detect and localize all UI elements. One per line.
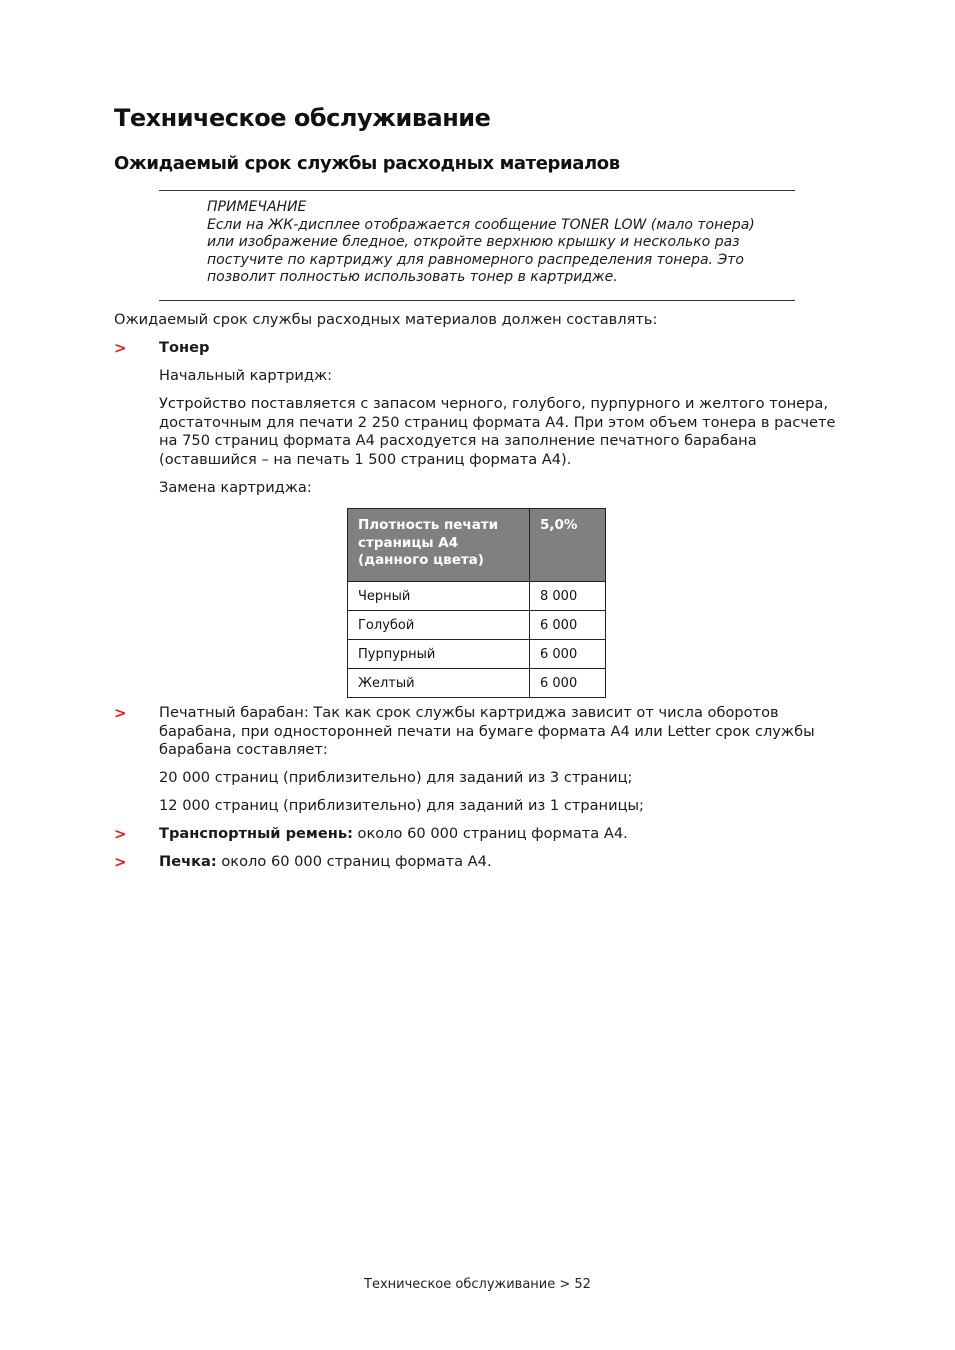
table-cell-color: Черный [348,582,530,611]
bullet-arrow-icon: > [114,825,127,843]
table-cell-pages: 8 000 [530,582,606,611]
toner-yield-table [347,508,606,698]
text-line: барабана, при односторонней печати на бумаге формата A4 или Letter срок службы [159,722,815,740]
note-top-rule [159,190,795,191]
drum-3-pages: 20 000 страниц (приблизительно) для заданий из 3 страниц; [159,769,633,786]
table-cell-pages: 6 000 [530,640,606,669]
bullet-arrow-icon: > [114,339,127,357]
page-footer: Техническое обслуживание > 52 [364,1277,591,1292]
toner-heading [159,339,209,358]
fuser-text: около 60 000 страниц формата A4. [216,853,492,870]
text-line: достаточным для печати 2 250 страниц формата A4. При этом объем тонера в расчете [159,413,836,431]
note-bottom-rule [159,300,795,301]
intro-paragraph: Ожидаемый срок службы расходных материалов должен составлять: [114,311,658,328]
toner-title: Тонер [159,339,210,356]
bullet-arrow-icon: > [114,853,127,871]
bullet-arrow-icon: > [114,704,127,722]
text-line: Устройство поставляется с запасом черного, голубого, пурпурного и желтого тонера, [159,395,829,412]
table-header-density: Плотность печати страницы A4 (данного цвета) [348,509,530,582]
text-line: (оставшийся – на печать 1 500 страниц формата A4). [159,450,572,468]
fuser-label: Печка: [159,853,217,870]
section-title: Ожидаемый срок службы расходных материалов [114,153,620,174]
text-line: барабана составляет: [159,741,328,759]
replacement-label: Замена картриджа: [159,479,312,496]
table-cell-color: Желтый [348,669,530,698]
fuser-paragraph [159,853,492,872]
initial-cartridge-label: Начальный картридж: [159,367,333,384]
note-box [207,199,787,287]
table-cell-color: Пурпурный [348,640,530,669]
page-title: Техническое обслуживание [114,104,491,132]
text-line: Печатный барабан: Так как срок службы картриджа зависит от числа оборотов [159,704,779,721]
table-cell-pages: 6 000 [530,669,606,698]
initial-cartridge-text [159,395,849,469]
drum-paragraph [159,704,849,760]
table-header-row [348,509,606,582]
table-row [348,611,606,640]
table-cell-color: Голубой [348,611,530,640]
drum-1-page: 12 000 страниц (приблизительно) для заданий из 1 страницы; [159,797,644,814]
table-cell-pages: 6 000 [530,611,606,640]
note-label: ПРИМЕЧАНИЕ [207,199,307,215]
table-header-percent: 5,0% [530,509,606,582]
note-line: постучите по картриджу для равномерного распределения тонера. Это [207,251,744,268]
table-row [348,640,606,669]
note-line: или изображение бледное, откройте верхнюю крышку и несколько раз [207,234,740,251]
belt-label: Транспортный ремень: [159,825,353,842]
note-line: позволит полностью использовать тонер в картридже. [207,269,618,286]
note-line: Если на ЖК-дисплее отображается сообщение TONER LOW (мало тонера) [207,216,755,233]
table-row [348,582,606,611]
text-line: на 750 страниц формата A4 расходуется на заполнение печатного барабана [159,432,757,450]
table-row [348,669,606,698]
belt-text: около 60 000 страниц формата A4. [352,825,628,842]
belt-paragraph [159,825,628,844]
